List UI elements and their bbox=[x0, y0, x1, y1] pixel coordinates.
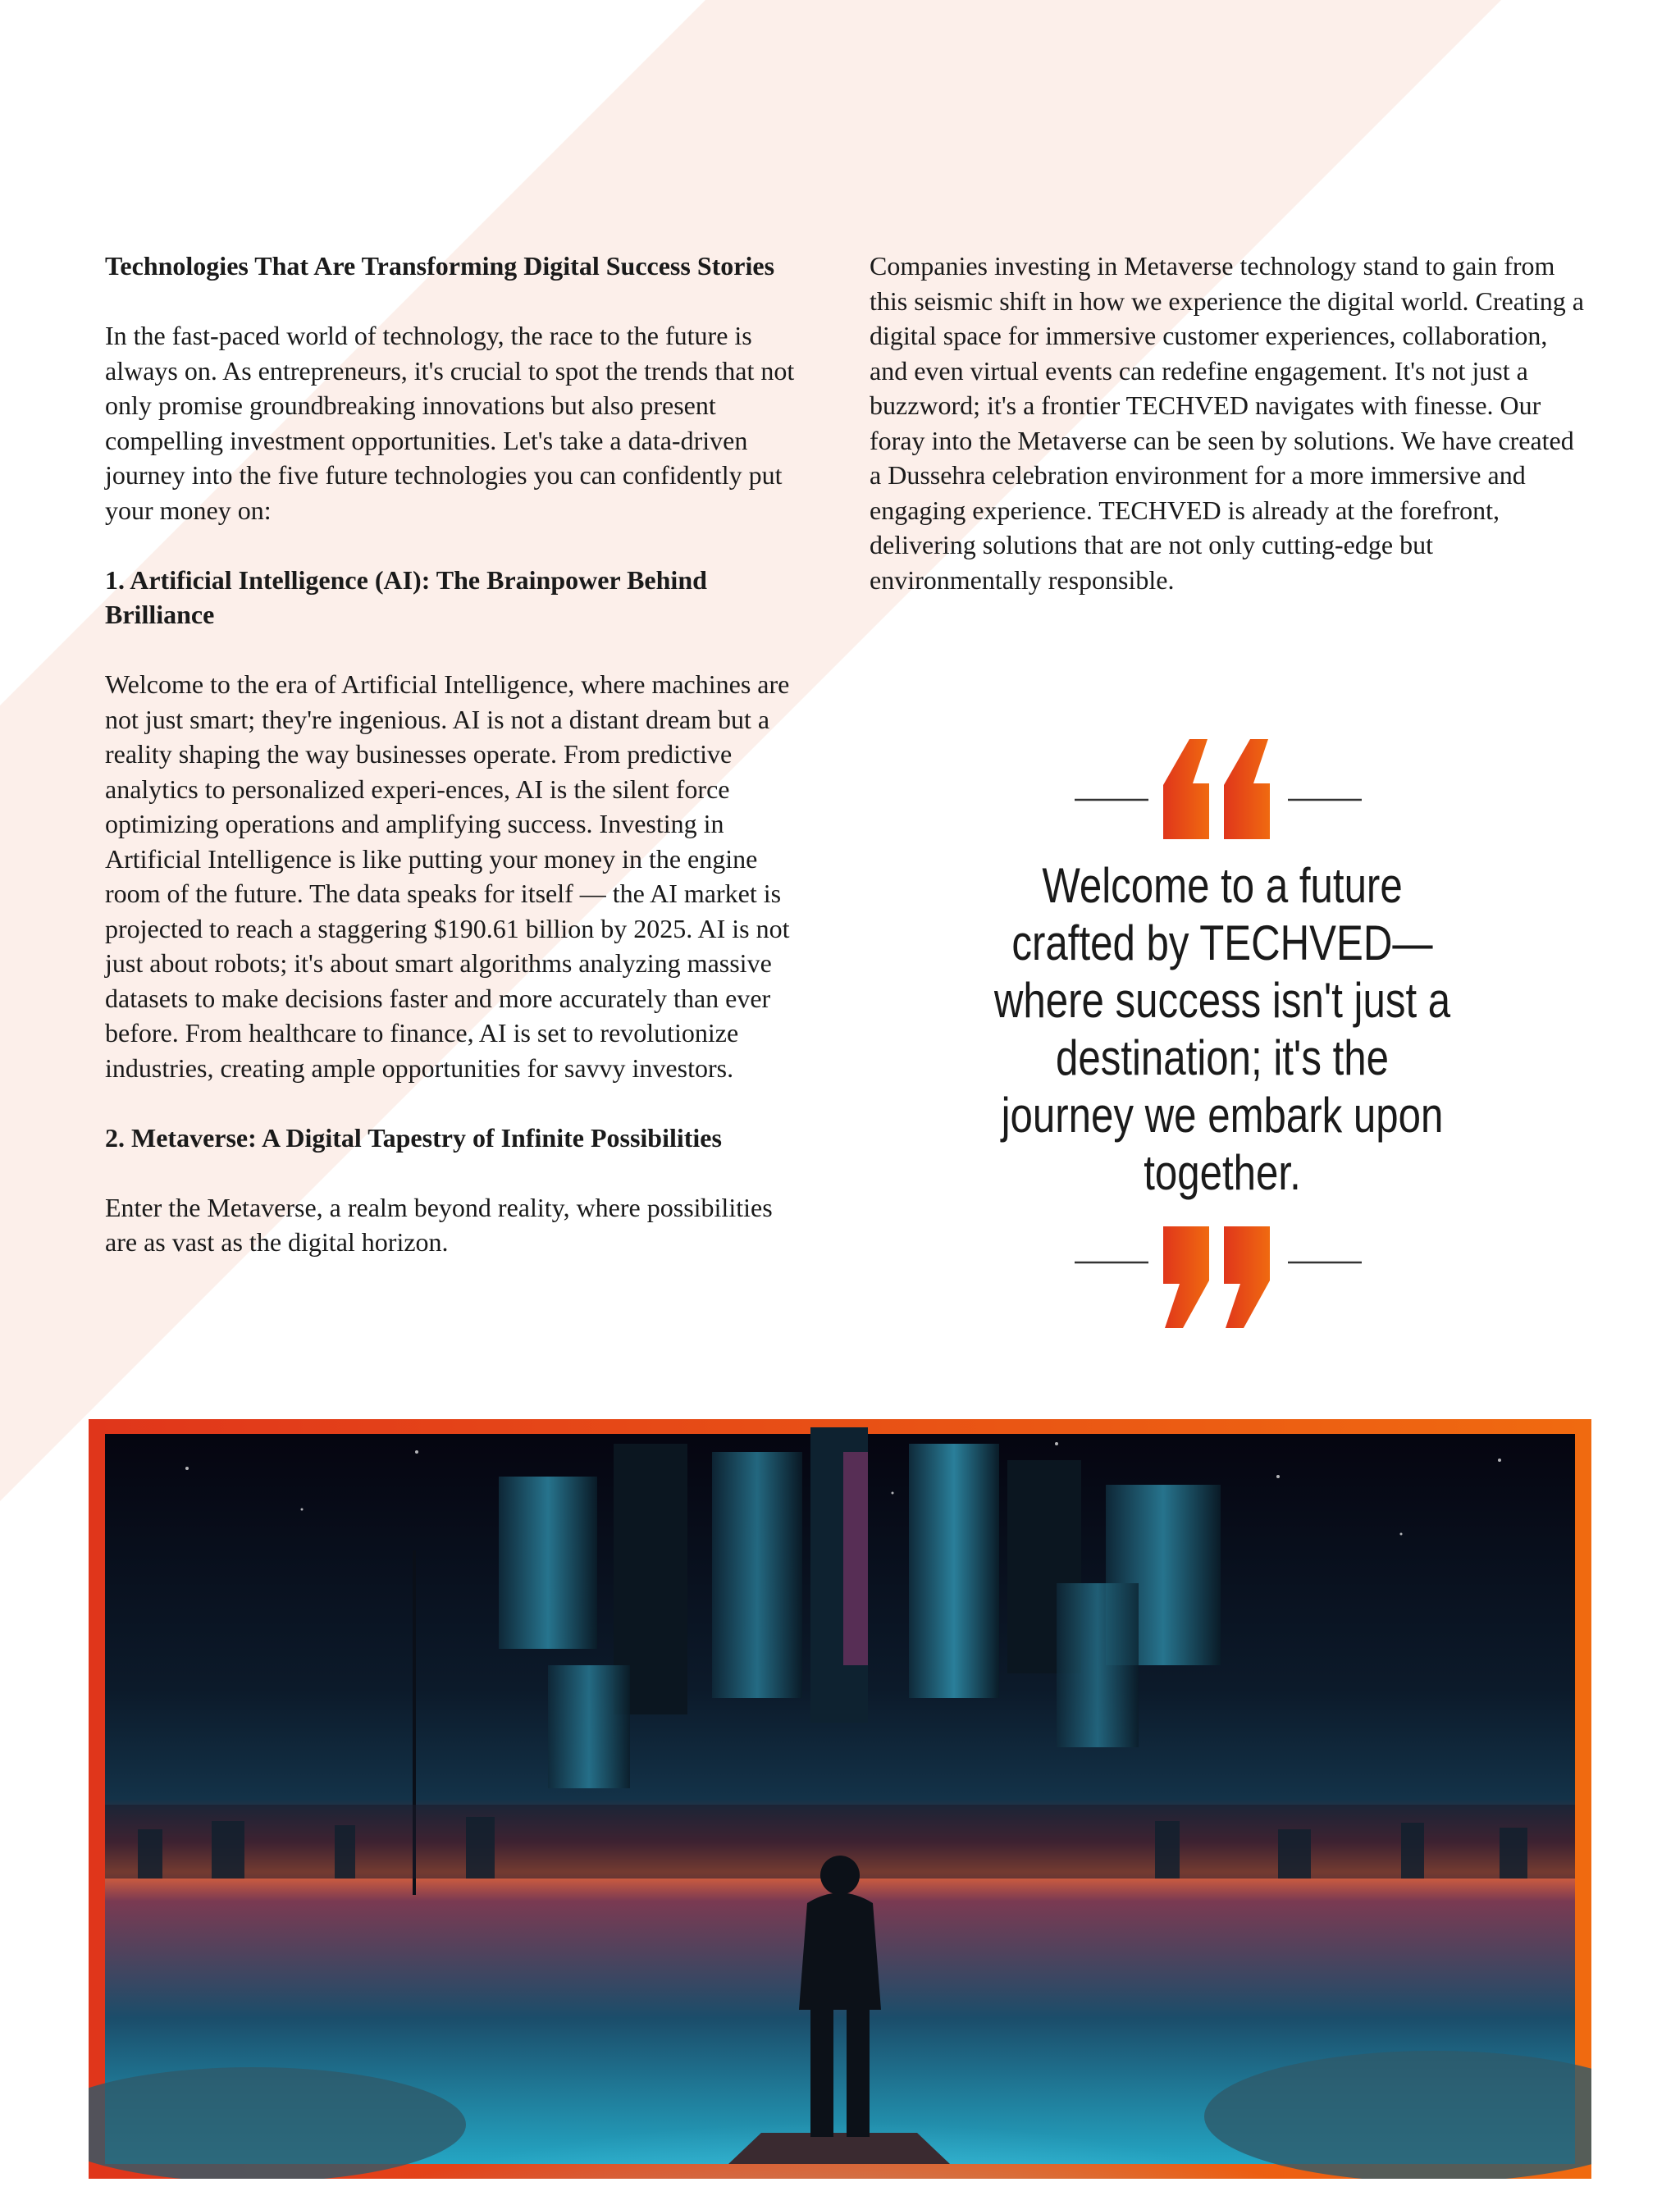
open-quote-icon bbox=[943, 734, 1501, 841]
section-2-continued-paragraph: Companies investing in Metaverse technology stand to gain from this seismic shift in how we experience the digital world. Creating a digital space for immersive customer experiences, collaboration, and even virtual events can redefine engagement. It's not just a buzzword; it's a frontier TECHVED navigates with finesse. Our foray into the Metaverse can be seen by solutions. We have created a Dussehra celebration environment for a more immersive and engaging experience. TECHVED is already at the forefront, delivering solutions that are not only cutting-edge but environmentally responsible. bbox=[870, 251, 1584, 595]
pull-quote-text: Welcome to a future crafted by TECHVED—where success isn't just a destination; it's the journey we embark upon together. bbox=[993, 858, 1451, 1200]
article-right-column bbox=[870, 249, 1591, 632]
close-quote-icon bbox=[943, 1226, 1501, 1333]
pull-quote bbox=[943, 734, 1501, 1341]
section-1-heading: 1. Artificial Intelligence (AI): The Brainpower Behind Brilliance bbox=[105, 564, 707, 629]
section-2-heading: 2. Metaverse: A Digital Tapestry of Infinite Possibilities bbox=[105, 1122, 722, 1153]
section-1-paragraph: Welcome to the era of Artificial Intelligence, where machines are not just smart; they're ingenious. AI is not a distant dream but a reality shaping the way businesses operate. From predictive analytics to personalized experi-ences, AI is the silent force optimizing operations and amplifying success. Investing in Artificial Intelligence is like putting your money in the engine room of the future. The data speaks for itself — the AI market is projected to reach a staggering $190.61 billion by 2025. AI is not just about robots; it's about smart algorithms analyzing massive datasets to make decisions faster and more accurately than ever before. From healthcare to finance, AI is set to revolutionize industries, creating ample opportunities for savvy investors. bbox=[105, 669, 790, 1083]
article-left-column bbox=[105, 249, 810, 1294]
metaverse-cityscape-image bbox=[89, 1419, 1591, 2179]
section-2-paragraph: Enter the Metaverse, a realm beyond reality, where possibilities are as vast as the digital horizon. bbox=[105, 1192, 773, 1257]
intro-paragraph: In the fast-paced world of technology, the race to the future is always on. As entrepreneurs, it's crucial to spot the trends that not only promise groundbreaking innovations but also present compelling investment opportunities. Let's take a data-driven journey into the five future technologies you can confidently put your money on: bbox=[105, 321, 795, 525]
article-title: Technologies That Are Transforming Digital Success Stories bbox=[105, 251, 775, 281]
